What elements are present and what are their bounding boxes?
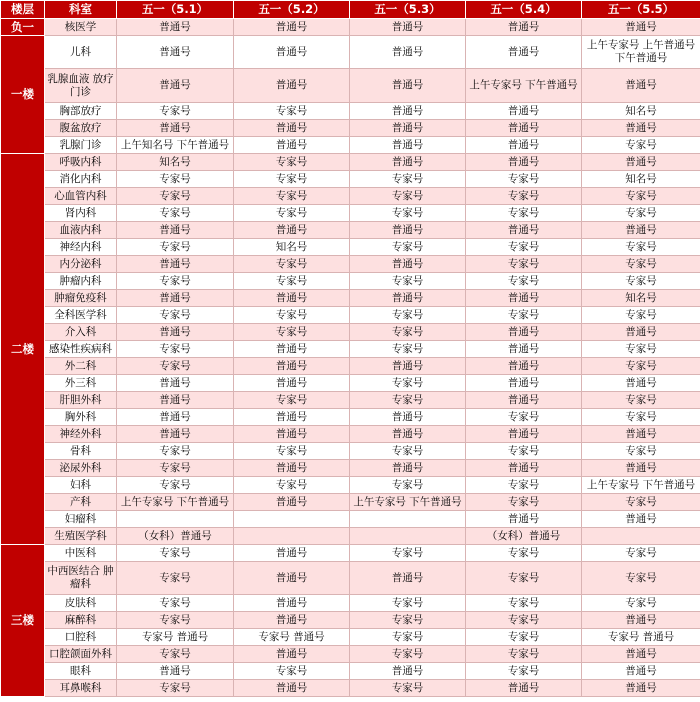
schedule-cell: 专家号 bbox=[117, 205, 234, 222]
schedule-cell: 普通号 bbox=[234, 612, 350, 629]
table-row bbox=[1, 358, 700, 375]
schedule-cell: 普通号 bbox=[117, 256, 234, 273]
schedule-cell: 普通号 bbox=[117, 324, 234, 341]
table-row bbox=[1, 460, 700, 477]
schedule-cell: 普通号 bbox=[350, 426, 466, 443]
schedule-cell: 专家号 bbox=[117, 188, 234, 205]
schedule-cell: 专家号 bbox=[234, 477, 350, 494]
dept-name: 妇科 bbox=[45, 477, 117, 494]
dept-name: 全科医学科 bbox=[45, 307, 117, 324]
schedule-cell: 专家号 bbox=[117, 595, 234, 612]
schedule-cell: 普通号 bbox=[117, 222, 234, 239]
schedule-cell: 知名号 bbox=[582, 171, 700, 188]
schedule-cell: 专家号 bbox=[234, 307, 350, 324]
schedule-cell: 普通号 bbox=[350, 256, 466, 273]
schedule-cell: 专家号 bbox=[350, 646, 466, 663]
dept-name: 肿瘤免疫科 bbox=[45, 290, 117, 307]
table-row bbox=[1, 188, 700, 205]
schedule-cell: 普通号 bbox=[466, 392, 582, 409]
schedule-cell: 普通号 bbox=[582, 154, 700, 171]
schedule-cell: 专家号 bbox=[350, 341, 466, 358]
schedule-cell: 专家号 bbox=[582, 358, 700, 375]
table-row bbox=[1, 545, 700, 562]
table-row bbox=[1, 375, 700, 392]
table-row bbox=[1, 477, 700, 494]
schedule-cell: 普通号 bbox=[466, 511, 582, 528]
table-row bbox=[1, 426, 700, 443]
schedule-cell: 普通号 bbox=[466, 290, 582, 307]
schedule-cell: 专家号 bbox=[117, 358, 234, 375]
table-row bbox=[1, 629, 700, 646]
schedule-cell: 普通号 bbox=[117, 19, 234, 36]
schedule-cell: 专家号 普通号 bbox=[582, 629, 700, 646]
floor-label: 一楼 bbox=[1, 36, 45, 154]
header-row bbox=[1, 1, 700, 19]
schedule-cell: 普通号 bbox=[466, 120, 582, 137]
schedule-cell: 专家号 bbox=[350, 629, 466, 646]
schedule-cell: 普通号 bbox=[582, 375, 700, 392]
schedule-cell: 专家号 bbox=[117, 273, 234, 290]
schedule-cell: 普通号 bbox=[234, 137, 350, 154]
schedule-cell: 专家号 bbox=[466, 171, 582, 188]
schedule-cell: 普通号 bbox=[117, 36, 234, 69]
schedule-cell: 专家号 bbox=[582, 443, 700, 460]
dept-name: 中西医结合 肿瘤科 bbox=[45, 562, 117, 595]
schedule-cell bbox=[234, 528, 350, 545]
table-row bbox=[1, 222, 700, 239]
dept-name: 消化内科 bbox=[45, 171, 117, 188]
schedule-cell: 上午专家号 下午普通号 bbox=[582, 477, 700, 494]
dept-name: 外三科 bbox=[45, 375, 117, 392]
table-row bbox=[1, 273, 700, 290]
schedule-cell: 普通号 bbox=[350, 409, 466, 426]
table-row bbox=[1, 494, 700, 511]
header-day-1: 五一（5.1） bbox=[117, 1, 234, 19]
schedule-cell: 专家号 bbox=[466, 307, 582, 324]
schedule-cell: 普通号 bbox=[350, 222, 466, 239]
schedule-cell: 普通号 bbox=[350, 562, 466, 595]
schedule-cell: 普通号 bbox=[582, 324, 700, 341]
schedule-cell: 上午专家号 下午普通号 bbox=[117, 494, 234, 511]
schedule-cell: 专家号 bbox=[350, 324, 466, 341]
table-row bbox=[1, 612, 700, 629]
schedule-cell: 普通号 bbox=[582, 680, 700, 697]
table-row bbox=[1, 120, 700, 137]
table-row bbox=[1, 307, 700, 324]
schedule-cell: 普通号 bbox=[117, 290, 234, 307]
table-row bbox=[1, 239, 700, 256]
schedule-cell: 专家号 bbox=[466, 477, 582, 494]
schedule-cell: 普通号 bbox=[350, 137, 466, 154]
schedule-cell: 普通号 bbox=[234, 358, 350, 375]
table-row bbox=[1, 290, 700, 307]
schedule-cell: 上午专家号 下午普通号 bbox=[466, 69, 582, 103]
table-row bbox=[1, 154, 700, 171]
table-row bbox=[1, 19, 700, 36]
schedule-cell: 普通号 bbox=[234, 562, 350, 595]
dept-name: 呼吸内科 bbox=[45, 154, 117, 171]
schedule-cell: 专家号 bbox=[466, 205, 582, 222]
schedule-cell: 普通号 bbox=[466, 426, 582, 443]
schedule-cell: 普通号 bbox=[466, 19, 582, 36]
schedule-cell: 普通号 bbox=[234, 646, 350, 663]
schedule-cell: 普通号 bbox=[234, 426, 350, 443]
schedule-cell: 上午专家号 下午普通号 bbox=[350, 494, 466, 511]
schedule-cell: 专家号 bbox=[234, 273, 350, 290]
schedule-cell: 专家号 bbox=[117, 239, 234, 256]
dept-name: 产科 bbox=[45, 494, 117, 511]
schedule-cell: 专家号 bbox=[466, 629, 582, 646]
floor-label: 负一 bbox=[1, 19, 45, 36]
schedule-cell: 普通号 bbox=[582, 426, 700, 443]
dept-name: 神经外科 bbox=[45, 426, 117, 443]
schedule-cell: （女科）普通号 bbox=[117, 528, 234, 545]
dept-name: 外二科 bbox=[45, 358, 117, 375]
schedule-cell: 普通号 bbox=[117, 392, 234, 409]
schedule-cell: 专家号 bbox=[117, 341, 234, 358]
schedule-cell: 普通号 bbox=[582, 646, 700, 663]
schedule-cell: 专家号 bbox=[466, 409, 582, 426]
schedule-cell: 专家号 bbox=[582, 341, 700, 358]
dept-name: 血液内科 bbox=[45, 222, 117, 239]
schedule-cell: 专家号 bbox=[582, 137, 700, 154]
schedule-cell: 专家号 bbox=[117, 477, 234, 494]
schedule-cell bbox=[582, 528, 700, 545]
dept-name: 口腔颌面外科 bbox=[45, 646, 117, 663]
schedule-cell: 专家号 bbox=[234, 256, 350, 273]
schedule-cell: 专家号 bbox=[350, 595, 466, 612]
dept-name: 口腔科 bbox=[45, 629, 117, 646]
schedule-cell: 普通号 bbox=[582, 120, 700, 137]
dept-name: 腹盆放疗 bbox=[45, 120, 117, 137]
schedule-cell: 普通号 bbox=[350, 290, 466, 307]
schedule-cell: 专家号 bbox=[234, 171, 350, 188]
schedule-cell: 专家号 bbox=[350, 680, 466, 697]
schedule-cell: 普通号 bbox=[466, 154, 582, 171]
table-row bbox=[1, 171, 700, 188]
schedule-cell: 专家号 bbox=[350, 273, 466, 290]
schedule-cell: 普通号 bbox=[117, 663, 234, 680]
schedule-cell: 普通号 bbox=[582, 511, 700, 528]
schedule-cell: 专家号 bbox=[350, 239, 466, 256]
schedule-cell: 专家号 bbox=[582, 273, 700, 290]
schedule-cell: 普通号 bbox=[117, 120, 234, 137]
dept-name: 麻醉科 bbox=[45, 612, 117, 629]
dept-name: 胸外科 bbox=[45, 409, 117, 426]
dept-name: 肾内科 bbox=[45, 205, 117, 222]
dept-name: 感染性疾病科 bbox=[45, 341, 117, 358]
header-day-5: 五一（5.5） bbox=[582, 1, 700, 19]
dept-name: 眼科 bbox=[45, 663, 117, 680]
schedule-cell: 上午知名号 下午普通号 bbox=[117, 137, 234, 154]
schedule-cell: 普通号 bbox=[582, 460, 700, 477]
header-day-2: 五一（5.2） bbox=[234, 1, 350, 19]
table-row bbox=[1, 256, 700, 273]
schedule-cell: 普通号 bbox=[466, 341, 582, 358]
schedule-cell: 专家号 bbox=[582, 256, 700, 273]
schedule-cell: 专家号 bbox=[582, 409, 700, 426]
schedule-cell: 专家号 bbox=[466, 188, 582, 205]
schedule-cell: 专家号 bbox=[466, 646, 582, 663]
schedule-cell: 普通号 bbox=[234, 494, 350, 511]
header-day-3: 五一（5.3） bbox=[350, 1, 466, 19]
schedule-cell: 普通号 bbox=[350, 358, 466, 375]
schedule-cell: 普通号 bbox=[350, 69, 466, 103]
schedule-cell: 专家号 bbox=[466, 595, 582, 612]
schedule-cell: 普通号 bbox=[466, 680, 582, 697]
dept-name: 心血管内科 bbox=[45, 188, 117, 205]
schedule-cell: 专家号 bbox=[117, 103, 234, 120]
schedule-cell: 专家号 bbox=[582, 392, 700, 409]
schedule-cell: 专家号 bbox=[582, 562, 700, 595]
schedule-cell: 普通号 bbox=[466, 103, 582, 120]
table-row bbox=[1, 663, 700, 680]
schedule-cell: 专家号 bbox=[466, 663, 582, 680]
schedule-cell: 专家号 bbox=[117, 545, 234, 562]
schedule-cell: 专家号 bbox=[350, 392, 466, 409]
schedule-cell: 普通号 bbox=[234, 120, 350, 137]
schedule-cell: 专家号 bbox=[466, 562, 582, 595]
schedule-cell: 普通号 bbox=[466, 137, 582, 154]
schedule-cell: 知名号 bbox=[234, 239, 350, 256]
schedule-cell: 专家号 bbox=[234, 392, 350, 409]
floor-label: 三楼 bbox=[1, 545, 45, 697]
floor-label: 二楼 bbox=[1, 154, 45, 545]
schedule-cell: （女科）普通号 bbox=[466, 528, 582, 545]
table-row bbox=[1, 409, 700, 426]
table-row bbox=[1, 646, 700, 663]
schedule-cell: 专家号 bbox=[350, 545, 466, 562]
schedule-cell: 普通号 bbox=[234, 375, 350, 392]
schedule-cell: 普通号 bbox=[234, 595, 350, 612]
schedule-cell: 专家号 普通号 bbox=[234, 629, 350, 646]
dept-name: 中医科 bbox=[45, 545, 117, 562]
dept-name: 妇瘤科 bbox=[45, 511, 117, 528]
schedule-cell: 普通号 bbox=[582, 19, 700, 36]
schedule-cell: 专家号 bbox=[350, 205, 466, 222]
dept-name: 内分泌科 bbox=[45, 256, 117, 273]
schedule-cell: 普通号 bbox=[234, 222, 350, 239]
schedule-cell: 普通号 bbox=[234, 69, 350, 103]
schedule-cell: 专家号 bbox=[466, 256, 582, 273]
schedule-cell: 专家号 bbox=[582, 188, 700, 205]
schedule-cell: 专家号 bbox=[234, 443, 350, 460]
schedule-cell: 普通号 bbox=[350, 460, 466, 477]
schedule-cell: 普通号 bbox=[234, 36, 350, 69]
table-row bbox=[1, 562, 700, 595]
schedule-cell: 专家号 普通号 bbox=[117, 629, 234, 646]
schedule-cell: 普通号 bbox=[117, 69, 234, 103]
schedule-cell: 专家号 bbox=[350, 477, 466, 494]
schedule-cell: 普通号 bbox=[582, 612, 700, 629]
schedule-cell: 普通号 bbox=[350, 154, 466, 171]
schedule-cell: 知名号 bbox=[117, 154, 234, 171]
dept-name: 肿瘤内科 bbox=[45, 273, 117, 290]
schedule-cell: 专家号 bbox=[466, 273, 582, 290]
schedule-cell: 专家号 bbox=[117, 307, 234, 324]
schedule-cell: 普通号 bbox=[582, 222, 700, 239]
schedule-cell: 专家号 bbox=[117, 646, 234, 663]
schedule-cell: 普通号 bbox=[466, 222, 582, 239]
schedule-cell: 专家号 bbox=[234, 103, 350, 120]
schedule-cell: 专家号 bbox=[234, 188, 350, 205]
schedule-cell bbox=[117, 511, 234, 528]
schedule-cell: 普通号 bbox=[234, 341, 350, 358]
schedule-cell: 专家号 bbox=[117, 443, 234, 460]
schedule-cell: 专家号 bbox=[350, 188, 466, 205]
schedule-cell: 普通号 bbox=[466, 324, 582, 341]
dept-name: 生殖医学科 bbox=[45, 528, 117, 545]
schedule-cell: 专家号 bbox=[466, 443, 582, 460]
schedule-cell: 普通号 bbox=[234, 19, 350, 36]
schedule-cell: 普通号 bbox=[117, 426, 234, 443]
schedule-cell: 普通号 bbox=[350, 103, 466, 120]
dept-name: 神经内科 bbox=[45, 239, 117, 256]
schedule-cell: 普通号 bbox=[350, 663, 466, 680]
header-floor: 楼层 bbox=[1, 1, 45, 19]
table-row bbox=[1, 595, 700, 612]
schedule-cell: 专家号 bbox=[234, 154, 350, 171]
schedule-cell: 知名号 bbox=[582, 103, 700, 120]
table-row bbox=[1, 528, 700, 545]
schedule-cell: 专家号 bbox=[350, 612, 466, 629]
dept-name: 肝胆外科 bbox=[45, 392, 117, 409]
schedule-cell: 普通号 bbox=[350, 19, 466, 36]
schedule-cell: 专家号 bbox=[117, 562, 234, 595]
schedule-cell: 普通号 bbox=[234, 409, 350, 426]
dept-name: 介入科 bbox=[45, 324, 117, 341]
schedule-cell: 专家号 bbox=[582, 494, 700, 511]
schedule-cell: 普通号 bbox=[466, 358, 582, 375]
schedule-cell: 专家号 bbox=[466, 545, 582, 562]
schedule-cell: 普通号 bbox=[582, 69, 700, 103]
schedule-cell: 普通号 bbox=[466, 36, 582, 69]
table-row bbox=[1, 69, 700, 103]
schedule-cell: 知名号 bbox=[582, 290, 700, 307]
schedule-cell: 普通号 bbox=[350, 36, 466, 69]
schedule-cell: 普通号 bbox=[234, 680, 350, 697]
schedule-cell: 专家号 bbox=[582, 205, 700, 222]
schedule-cell: 普通号 bbox=[234, 290, 350, 307]
schedule-cell: 专家号 bbox=[582, 307, 700, 324]
table-row bbox=[1, 680, 700, 697]
header-day-4: 五一（5.4） bbox=[466, 1, 582, 19]
schedule-cell: 普通号 bbox=[582, 663, 700, 680]
table-row bbox=[1, 205, 700, 222]
schedule-cell: 专家号 bbox=[117, 460, 234, 477]
schedule-cell bbox=[350, 511, 466, 528]
schedule-cell bbox=[234, 511, 350, 528]
schedule-cell: 普通号 bbox=[350, 120, 466, 137]
table-row bbox=[1, 443, 700, 460]
table-row bbox=[1, 137, 700, 154]
header-dept: 科室 bbox=[45, 1, 117, 19]
table-row bbox=[1, 511, 700, 528]
schedule-cell: 专家号 bbox=[466, 494, 582, 511]
schedule-cell: 专家号 bbox=[350, 171, 466, 188]
schedule-cell: 专家号 bbox=[234, 324, 350, 341]
schedule-cell: 专家号 bbox=[466, 239, 582, 256]
table-row bbox=[1, 103, 700, 120]
schedule-cell: 普通号 bbox=[117, 375, 234, 392]
schedule-cell: 专家号 bbox=[350, 443, 466, 460]
dept-name: 骨科 bbox=[45, 443, 117, 460]
schedule-cell: 专家号 bbox=[234, 663, 350, 680]
dept-name: 耳鼻喉科 bbox=[45, 680, 117, 697]
dept-name: 乳腺门诊 bbox=[45, 137, 117, 154]
dept-name: 乳腺血液 放疗门诊 bbox=[45, 69, 117, 103]
dept-name: 泌尿外科 bbox=[45, 460, 117, 477]
schedule-cell: 普通号 bbox=[466, 460, 582, 477]
schedule-cell: 普通号 bbox=[234, 545, 350, 562]
table-row bbox=[1, 36, 700, 69]
table-row bbox=[1, 392, 700, 409]
dept-name: 胸部放疗 bbox=[45, 103, 117, 120]
schedule-cell: 普通号 bbox=[466, 375, 582, 392]
schedule-cell: 专家号 bbox=[466, 612, 582, 629]
schedule-cell: 专家号 bbox=[117, 680, 234, 697]
schedule-cell: 专家号 bbox=[582, 239, 700, 256]
schedule-cell: 专家号 bbox=[582, 595, 700, 612]
schedule-cell: 专家号 bbox=[117, 171, 234, 188]
schedule-cell: 专家号 bbox=[234, 205, 350, 222]
dept-name: 儿科 bbox=[45, 36, 117, 69]
dept-name: 核医学 bbox=[45, 19, 117, 36]
schedule-cell: 普通号 bbox=[234, 460, 350, 477]
schedule-cell: 专家号 bbox=[350, 307, 466, 324]
dept-name: 皮肤科 bbox=[45, 595, 117, 612]
schedule-cell: 上午专家号 上午普通号 下午普通号 bbox=[582, 36, 700, 69]
schedule-cell: 普通号 bbox=[117, 409, 234, 426]
table-row bbox=[1, 341, 700, 358]
table-row bbox=[1, 324, 700, 341]
schedule-cell bbox=[350, 528, 466, 545]
schedule-cell: 专家号 bbox=[117, 612, 234, 629]
schedule-cell: 专家号 bbox=[350, 375, 466, 392]
schedule-cell: 专家号 bbox=[582, 545, 700, 562]
